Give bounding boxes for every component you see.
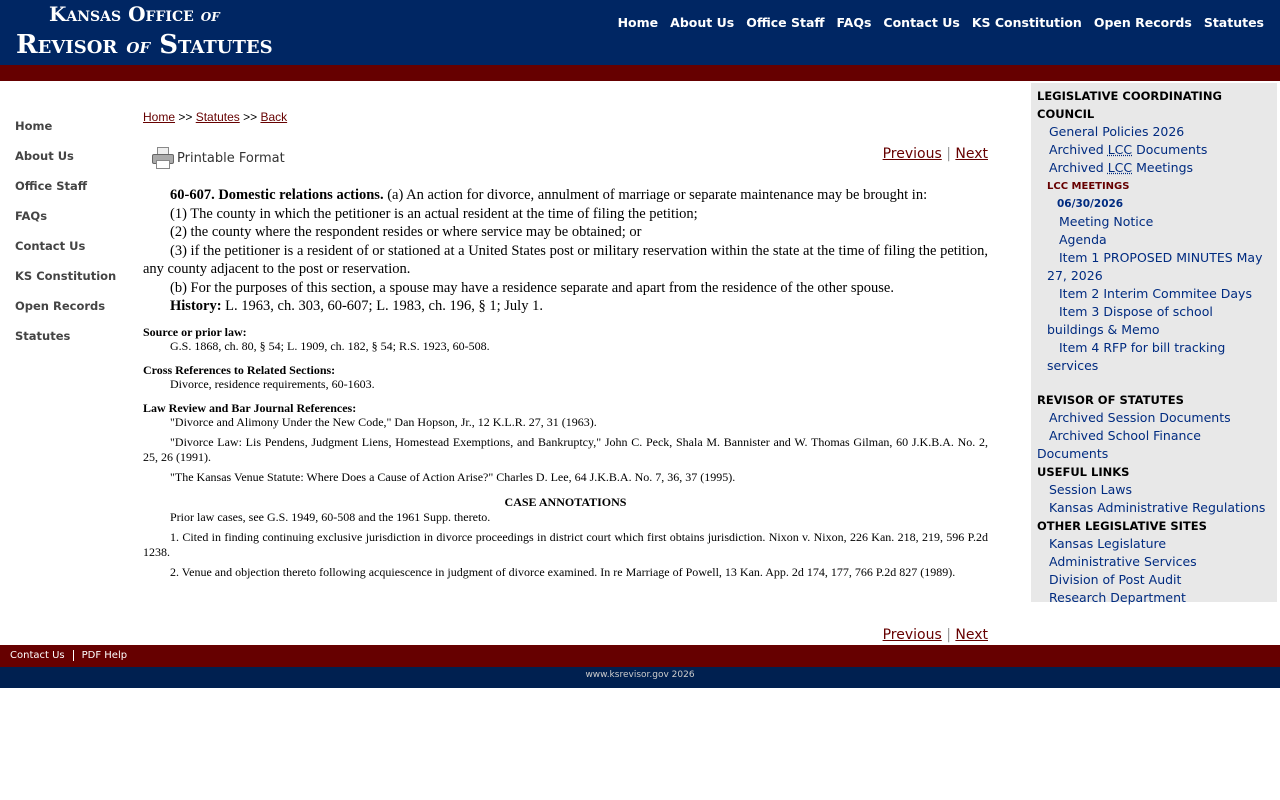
site-header xyxy=(0,0,1280,65)
printer-icon[interactable] xyxy=(151,146,175,170)
lcc-heading: LEGISLATIVE COORDINATING COUNCIL xyxy=(1037,89,1222,121)
kansas-legislature-link[interactable]: Kansas Legislature xyxy=(1049,536,1167,551)
lcc-abbr: LCC xyxy=(1107,160,1133,175)
leftnav-office-staff[interactable]: Office Staff xyxy=(15,179,88,193)
law-review-item: "Divorce and Alimony Under the New Code," Dan Hopson, Jr., 12 K.L.R. 27, 31 (1963). xyxy=(170,414,597,429)
agenda-link[interactable]: Agenda xyxy=(1059,232,1107,247)
leftnav-faqs[interactable]: FAQs xyxy=(15,209,48,223)
printable-format-label[interactable]: Printable Format xyxy=(177,150,285,166)
logo-line2-b: Statutes xyxy=(159,30,273,60)
revisor-heading: REVISOR OF STATUTES xyxy=(1037,393,1184,407)
case-annotations-heading: CASE ANNOTATIONS xyxy=(504,494,627,509)
statute-history xyxy=(143,297,988,316)
left-navigation xyxy=(15,118,135,358)
topnav-statutes[interactable]: Statutes xyxy=(1203,15,1264,30)
archived-session-documents-link[interactable]: Archived Session Documents xyxy=(1049,410,1231,425)
history-text: L. 1963, ch. 303, 60-607; L. 1983, ch. 196, § 1; July 1. xyxy=(225,298,543,314)
logo-line1: Kansas Office xyxy=(49,2,194,26)
footer-copyright: www.ksrevisor.gov 2026 xyxy=(0,667,1280,688)
breadcrumb-separator: >> xyxy=(243,110,258,124)
statute-paragraph-1: (1) The county in which the petitioner is an actual resident at the time of filing the petition; xyxy=(170,205,698,222)
next-link-bottom[interactable]: Next xyxy=(955,627,988,643)
topnav-contact-us[interactable]: Contact Us xyxy=(883,15,960,30)
top-navigation xyxy=(606,15,1264,30)
lcc-abbr: LCC xyxy=(1107,142,1133,157)
footer-separator xyxy=(73,650,74,661)
statute-title: 60-607. Domestic relations actions. xyxy=(170,187,384,203)
logo-line2-a: Revisor xyxy=(16,30,118,60)
other-sites-heading: OTHER LEGISLATIVE SITES xyxy=(1037,519,1207,533)
leftnav-home[interactable]: Home xyxy=(15,119,53,133)
topnav-office-staff[interactable]: Office Staff xyxy=(746,15,825,30)
statute-content xyxy=(143,110,988,580)
statute-paragraph-3: (3) if the petitioner is a resident of or stationed at a United States post or military reservation within the state at the time of filing the petition, any county adjacent to the post or reservation. xyxy=(143,242,988,277)
archived-school-finance-link[interactable]: Archived School Finance Documents xyxy=(1037,428,1201,461)
item-3-link[interactable]: Item 3 Dispose of school buildings & Memo xyxy=(1047,304,1213,337)
case-annotation-item: Prior law cases, see G.S. 1949, 60-508 and the 1961 Supp. thereto. xyxy=(170,509,491,524)
logo-line2-of: of xyxy=(126,33,151,59)
statute-subsection-b: (b) For the purposes of this section, a spouse may have a residence separate and apart from the residence of the other spouse. xyxy=(170,279,894,296)
session-laws-link[interactable]: Session Laws xyxy=(1049,482,1133,497)
source-heading: Source or prior law: xyxy=(143,324,247,339)
cross-references-text: Divorce, residence requirements, 60-1603. xyxy=(170,376,375,391)
useful-links-heading: USEFUL LINKS xyxy=(1037,465,1130,479)
topnav-ks-constitution[interactable]: KS Constitution xyxy=(971,15,1082,30)
general-policies-link[interactable]: General Policies 2026 xyxy=(1049,124,1185,139)
kansas-admin-regulations-link[interactable]: Kansas Administrative Regulations xyxy=(1049,500,1266,515)
meeting-date: 06/30/2026 xyxy=(1057,198,1124,210)
statute-text xyxy=(143,186,988,316)
breadcrumb-separator: >> xyxy=(178,110,193,124)
statute-subsection-a xyxy=(143,186,988,205)
pager-separator: | xyxy=(946,146,951,162)
footer-contact-us[interactable]: Contact Us xyxy=(10,650,65,661)
item-1-link[interactable]: Item 1 PROPOSED MINUTES May 27, 2026 xyxy=(1047,250,1263,283)
previous-link[interactable]: Previous xyxy=(882,146,942,162)
division-of-post-audit-link[interactable]: Division of Post Audit xyxy=(1049,572,1182,587)
right-sidebar xyxy=(1031,83,1277,605)
meeting-notice-link[interactable]: Meeting Notice xyxy=(1059,214,1154,229)
history-label: History: xyxy=(170,298,222,314)
print-row xyxy=(143,146,988,186)
item-4-link[interactable]: Item 4 RFP for bill tracking services xyxy=(1047,340,1226,373)
archived-meet-suffix: Meetings xyxy=(1136,160,1194,175)
leftnav-about-us[interactable]: About Us xyxy=(15,149,74,163)
topnav-faqs[interactable]: FAQs xyxy=(836,15,872,30)
leftnav-open-records[interactable]: Open Records xyxy=(15,299,106,313)
pager-bottom xyxy=(883,627,988,643)
leftnav-contact-us[interactable]: Contact Us xyxy=(15,239,86,253)
breadcrumb-home[interactable]: Home xyxy=(143,110,176,124)
research-department-link[interactable]: Research Department xyxy=(1049,590,1186,605)
leftnav-ks-constitution[interactable]: KS Constitution xyxy=(15,269,117,283)
law-review-item: "Divorce Law: Lis Pendens, Judgment Liens, Homestead Exemptions, and Bankruptcy," John C. Peck, Shala M. Bannister and W. Thomas Gilman, 60 J.K.B.A. No. 2, 25, 26 (1991). xyxy=(143,434,988,464)
pager-separator: | xyxy=(946,627,951,643)
case-annotation-item: 2. Venue and objection thereto following acquiescence in judgment of divorce examined. In re Marriage of Powell, 13 Kan. App. 2d 174, 177, 766 P.2d 827 (1989). xyxy=(170,564,956,579)
previous-link-bottom[interactable]: Previous xyxy=(882,627,942,643)
topnav-home[interactable]: Home xyxy=(617,15,659,30)
law-review-heading: Law Review and Bar Journal References: xyxy=(143,400,357,415)
cross-references-heading: Cross References to Related Sections: xyxy=(143,362,336,377)
source-text: G.S. 1868, ch. 80, § 54; L. 1909, ch. 182, § 54; R.S. 1923, 60-508. xyxy=(170,338,490,353)
law-review-item: "The Kansas Venue Statute: Where Does a Cause of Action Arise?" Charles D. Lee, 64 J.K.B.A. No. 7, 36, 37 (1995). xyxy=(170,469,736,484)
archived-lcc-meetings-link[interactable] xyxy=(1037,159,1271,177)
item-2-link[interactable]: Item 2 Interim Commitee Days xyxy=(1059,286,1252,301)
administrative-services-link[interactable]: Administrative Services xyxy=(1049,554,1197,569)
footer-pdf-help[interactable]: PDF Help xyxy=(81,650,128,661)
leftnav-statutes[interactable]: Statutes xyxy=(15,329,71,343)
archived-docs-word: Archived xyxy=(1049,142,1104,157)
breadcrumb-back[interactable]: Back xyxy=(260,110,288,124)
statute-paragraph-2: (2) the county where the respondent resides or where service may be obtained; or xyxy=(170,224,642,240)
case-annotation-item: 1. Cited in finding continuing exclusive jurisdiction in divorce proceedings in district court which first obtains jurisdiction. Nixon v. Nixon, 226 Kan. 218, 219, 596 P.2d 1238. xyxy=(143,529,988,559)
header-accent-bar xyxy=(0,65,1280,81)
archived-lcc-documents-link[interactable] xyxy=(1037,141,1271,159)
next-link[interactable]: Next xyxy=(955,146,988,162)
logo-line1-of: of xyxy=(200,6,220,26)
lcc-meetings-heading: LCC MEETINGS xyxy=(1047,181,1130,192)
archived-meet-word: Archived xyxy=(1049,160,1104,175)
printable-format-link[interactable] xyxy=(151,146,285,170)
archived-docs-suffix: Documents xyxy=(1136,142,1208,157)
breadcrumb-statutes[interactable]: Statutes xyxy=(195,110,240,124)
subsection-a-text: (a) An action for divorce, annulment of marriage or separate maintenance may be brought in: xyxy=(387,187,928,203)
topnav-about-us[interactable]: About Us xyxy=(670,15,735,30)
footer-links-bar xyxy=(0,645,1280,667)
topnav-open-records[interactable]: Open Records xyxy=(1093,15,1192,30)
pager-top xyxy=(883,146,988,162)
breadcrumb xyxy=(143,110,988,130)
